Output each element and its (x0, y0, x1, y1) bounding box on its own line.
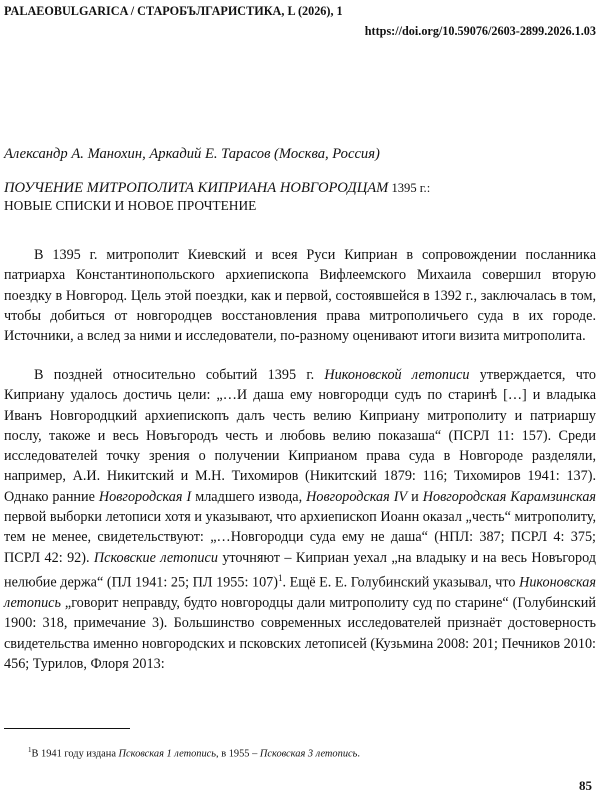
footnote-1 (28, 746, 360, 759)
text-run: „говорит неправду, будто новгородцы дали митрополиту суд по старине“ (Голубинский 1900: 318, примечание 3). Большинство современных исследователей признаёт достоверность свидетельства именно новгородских и псковских летописей (Кузьмина 2008: 201; Печников 2010: 456; Турилов, Флоря 2013: (4, 595, 596, 672)
chronicle-name: Новгородская Карамзинская (422, 488, 597, 505)
journal-running-head: PALAEOBULGARICA / СТАРОБЪЛГАРИСТИКА, L (2026), 1 (4, 4, 343, 18)
footnote-mark: 1 (28, 746, 32, 754)
footnote-reference[interactable]: 1 (278, 572, 283, 583)
footnote-chronicle-name: Псковская 3 летопись (259, 748, 358, 760)
text-run: утверждается, что Киприану удалось достичь цели: „…И даша ему новгородци судъ по старинѣ […] и владыка Иванъ Новгородцкий архиепископъ далъ честь велию Киприану митрополиту и патриаршу послу, такоже и весь Новъгородъ честь и любовь велию показаша“ (ПСРЛ 11: 157). Среди исследователей точку зрения о получении Киприаном права суда в Новгороде разделяли, например, А.И. Никитский и М.Н. Тихомиров (Никитский 1879: 116; Тихомиров 1941: 137). Однако ранние (4, 367, 596, 505)
title-subtitle: НОВЫЕ СПИСКИ И НОВОЕ ПРОЧТЕНИЕ (4, 198, 257, 213)
text-run: первой выборки летописи хотя и указывают, что архиепископ Иоанн оказал „честь“ митрополиту, тем не менее, свидетельствуют: „…Новгородци суда ему не даша“ (НПЛ: 387; ПСРЛ 4: 375; ПСРЛ 42: 92). (4, 509, 596, 566)
chronicle-name: Псковские летописи (93, 549, 218, 566)
footnote-text: . (357, 748, 360, 760)
text-run: . Ещё Е. Е. Голубинский указывал, что (282, 574, 520, 591)
article-authors: Александр А. Манохин, Аркадий Е. Тарасов (Москва, Россия) (4, 146, 380, 162)
page-number: 85 (579, 778, 592, 793)
footnote-chronicle-name: Псковская 1 летопись (118, 748, 217, 760)
paragraph-1: В 1395 г. митрополит Киевский и всея Руси Киприан в сопровождении посланника патриарха Константинопольского архиепископа Вифлеемского Михаила совершил вторую поездку в Новгород. Цель этой поездки, как и первой, состоявшейся в 1392 г., заключалась в том, чтобы добиться от новгородцев восстановления права митрополичьего суда в их городе. Источники, а вслед за ними и исследователи, по-разному оценивают итоги визита митрополита. (4, 247, 596, 345)
footnote-text: , в 1955 – (216, 748, 260, 760)
text-run: В поздней относительно событий 1395 г. (34, 367, 325, 383)
chronicle-name: Никоновская летопись (4, 574, 596, 611)
text-run: младшего извода, (191, 488, 307, 505)
footnote-divider (4, 728, 130, 729)
title-year: 1395 г.: (388, 181, 431, 195)
chronicle-name: Новгородская I (98, 488, 192, 505)
chronicle-name: Новгородская IV (306, 488, 408, 505)
paragraph-2 (4, 365, 596, 674)
article-title (4, 179, 430, 215)
text-run: уточняют – Киприан уехал „на владыку и на весь Новъгород нелюбие держа“ (ПЛ 1941: 25; ПЛ 1955: 107) (4, 549, 596, 591)
title-main: ПОУЧЕНИЕ МИТРОПОЛИТА КИПРИАНА НОВГОРОДЦАМ (4, 180, 389, 196)
doi-link[interactable]: https://doi.org/10.59076/2603-2899.2026.1.03 (364, 24, 596, 38)
chronicle-name: Никоновской летописи (324, 367, 470, 383)
text-run: и (407, 488, 423, 505)
footnote-text: В 1941 году издана (31, 748, 119, 760)
